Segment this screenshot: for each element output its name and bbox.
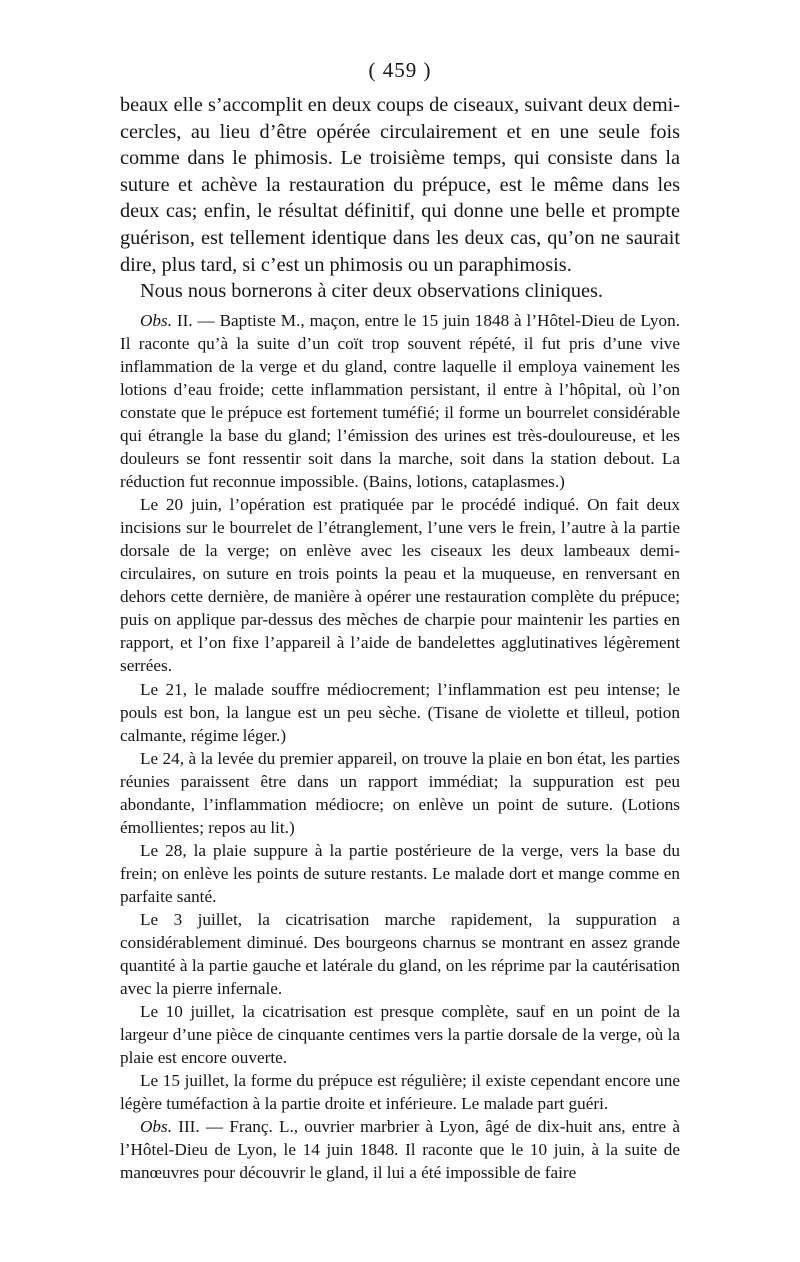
intro-sentence: Nous nous bornerons à citer deux observations cliniques.: [140, 280, 603, 303]
entry-10-juillet: Le 10 juillet, la cicatrisation est presque complète, sauf en un point de la largeur d’une pièce de cinquante centimes vers la partie dorsale de la verge, où la plaie est encore ouverte.: [120, 1002, 680, 1068]
observation-label: Obs.: [140, 1117, 172, 1137]
body-text: [120, 92, 680, 1185]
observation-label: Obs.: [140, 310, 172, 330]
entry-28: Le 28, la plaie suppure à la partie postérieure de la verge, vers la base du frein; on enlève les points de suture restants. Le malade dort et mange comme en parfaite santé.: [120, 840, 680, 906]
entry-21: Le 21, le malade souffre médiocrement; l’inflammation est peu intense; le pouls est bon, la langue est un peu sèche. (Tisane de violette et tilleul, potion calmante, régime léger.): [120, 679, 680, 745]
observation-3-heading-paragraph: [120, 1115, 680, 1184]
entry-3-juillet: Le 3 juillet, la cicatrisation marche rapidement, la suppuration a considérablement diminué. Des bourgeons charnus se montrant en assez grande quantité à la partie gauche et latérale du gland, on les réprime par la cautérisation avec la pierre infernale.: [120, 909, 680, 999]
observation-2-text: II. — Baptiste M., maçon, entre le 15 juin 1848 à l’Hôtel-Dieu de Lyon. Il raconte qu’à la suite d’un coït trop souvent répété, il fut pris d’une vive inflammation de la verge et du gland, contre laquelle il employa vainement les lotions d’eau froide; cette inflammation persistant, il entre à l’hôpital, où l’on constate que le prépuce est fortement tuméfié; il forme un bourrelet considérable qui étrangle la base du gland; l’émission des urines est très-douloureuse, et les douleurs se font ressentir soit dans la marche, soit dans la station debout. La réduction fut reconnue impossible. (Bains, lotions, cataplasmes.): [120, 310, 680, 492]
entry-20-juin: Le 20 juin, l’opération est pratiquée par le procédé indiqué. On fait deux incisions sur le bourrelet de l’étranglement, l’une vers le frein, l’autre à la partie dorsale de la verge; on enlève avec les ciseaux les deux lambeaux demi-circulaires, on suture en trois points la peau et la muqueuse, en renversant en dehors cette dernière, de manière à opérer une restauration complète du prépuce; puis on applique par-dessus des mèches de charpie pour maintenir les parties en rapport, et l’on fixe l’appareil à l’aide de bandelettes agglutinatives légèrement serrées.: [120, 495, 680, 676]
observation-3-text: III. — Franç. L., ouvrier marbrier à Lyon, âgé de dix-huit ans, entre à l’Hôtel-Dieu de Lyon, le 14 juin 1848. Il raconte que le 10 juin, à la suite de manœuvres pour découvrir le gland, il lui a été impossible de faire: [120, 1117, 681, 1183]
page-number: ( 459 ): [368, 58, 432, 82]
intro-paragraph: beaux elle s’accomplit en deux coups de ciseaux, suivant deux demi-cercles, au lieu d’être opérée circulairement et en une seule fois comme dans le phimosis. Le troisième temps, qui consiste dans la suture et achève la restauration du prépuce, est le même dans les deux cas; enfin, le résultat définitif, qui donne une belle et prompte guérison, est tellement identique dans les deux cas, qu’on ne saurait dire, plus tard, si c’est un phimosis ou un paraphimosis.: [120, 94, 680, 276]
entry-15-juillet: Le 15 juillet, la forme du prépuce est régulière; il existe cependant encore une légère tuméfaction à la partie droite et inférieure. Le malade part guéri.: [120, 1071, 680, 1114]
observation-2-heading-paragraph: [120, 309, 680, 493]
entry-24: Le 24, à la levée du premier appareil, on trouve la plaie en bon état, les parties réunies paraissent être dans un rapport immédiat; la suppuration est peu abondante, l’inflammation médiocre; on enlève un point de suture. (Lotions émollientes; repos au lit.): [120, 748, 680, 837]
